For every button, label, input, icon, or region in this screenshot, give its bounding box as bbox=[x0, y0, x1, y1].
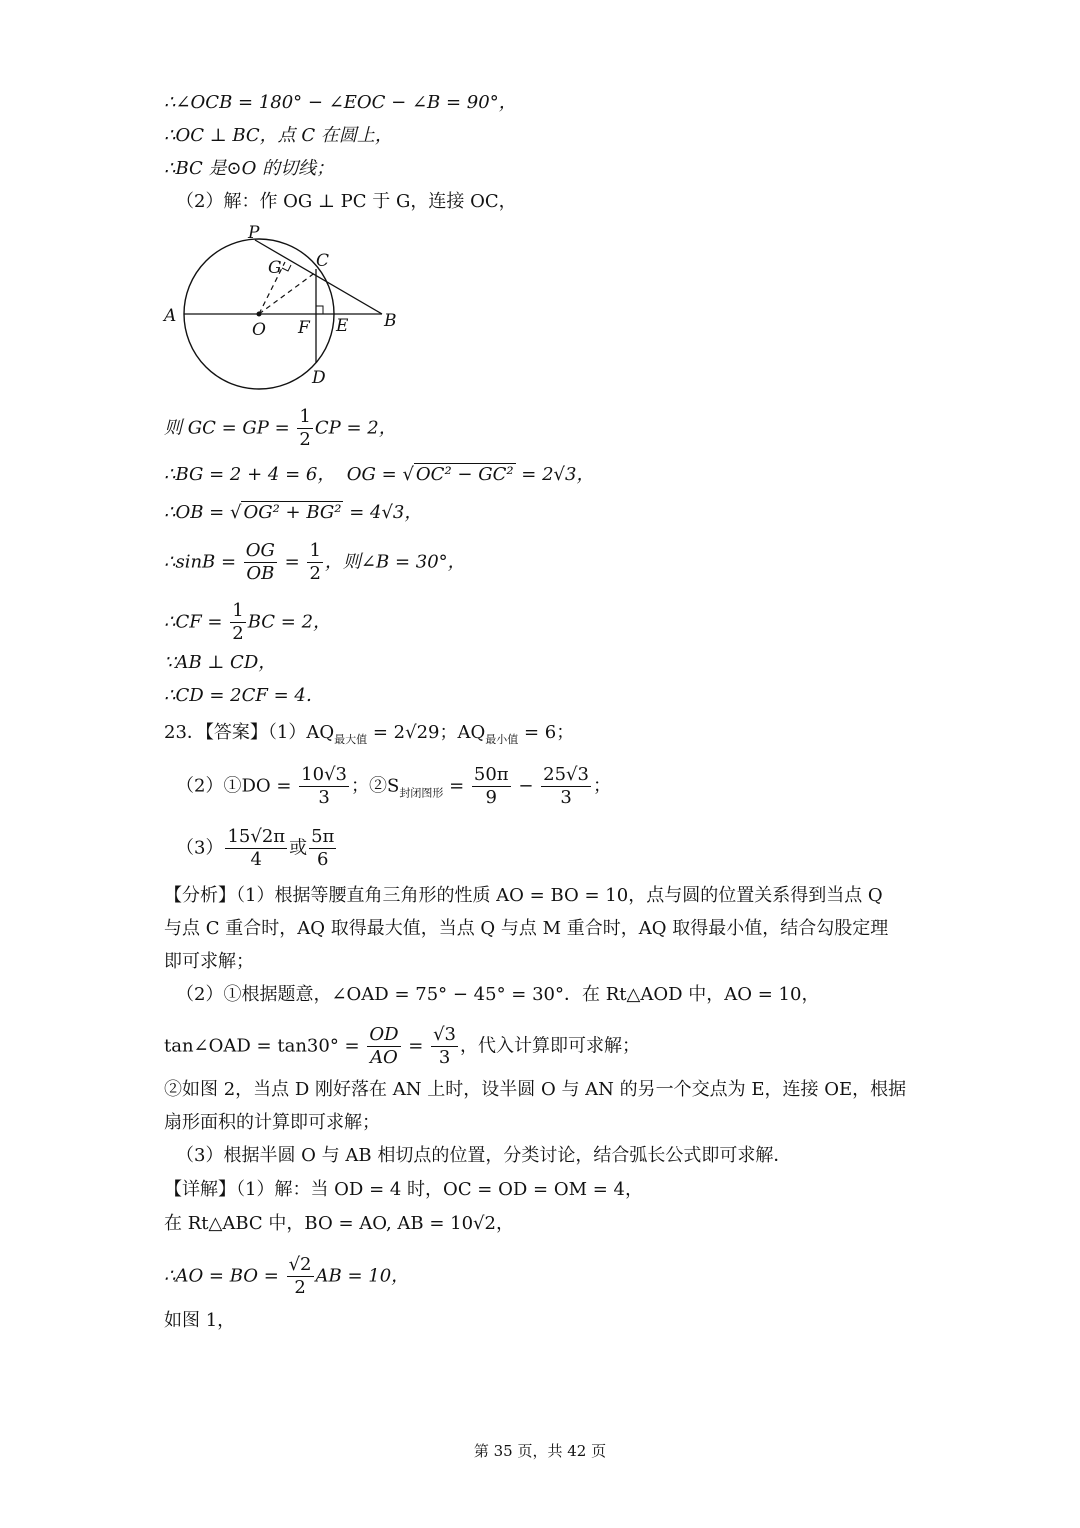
fraction: $\frac{1}{2}$ bbox=[299, 406, 311, 450]
analysis-line: （2）①根据题意，∠OAD = 75° − 45° = 30°．在 Rt△AOD 中，AO = 10， bbox=[176, 984, 820, 1005]
fraction: $\frac{√3}{3}$ bbox=[433, 1024, 456, 1068]
text-line: ∴∠OCB = 180° − ∠EOC − ∠B = 90°， bbox=[164, 92, 517, 113]
analysis-line: 【分析】（1）根据等腰直角三角形的性质 AO = BO = 10，点与圆的位置关系得到当点 Q bbox=[164, 885, 883, 906]
center-point-o bbox=[257, 312, 262, 317]
page-footer: 第 35 页，共 42 页 bbox=[473, 1442, 607, 1460]
answer-header: 23．【答案】$(1)AQ_{最大值} = 2√29$；$AQ_{最小值} = 6$； bbox=[164, 722, 575, 746]
label-a: A bbox=[164, 306, 177, 326]
text-line: （2）解：作 OG ⊥ PC 于 G，连接 OC， bbox=[176, 191, 517, 212]
label-b: B bbox=[384, 311, 397, 331]
analysis-line: 即可求解； bbox=[164, 951, 254, 972]
analysis-line: 与点 C 重合时，AQ 取得最大值，当点 Q 与点 M 重合时，AQ 取得最小值，结合勾股定理 bbox=[164, 918, 889, 939]
fraction: $\frac{√2}{2}$ bbox=[288, 1254, 312, 1298]
text-line: ∴sinB = $\frac{OG}{OB}$ = $\frac{1}{2}$ ，则∠B = 30°， bbox=[164, 540, 466, 584]
fraction: $\frac{1}{2}$ bbox=[309, 540, 321, 584]
text-line: ∴CF = $\frac{1}{2}$ BC = 2， bbox=[164, 600, 332, 644]
text-line: 则 GC = GP = $\frac{1}{2}$ CP = 2， bbox=[164, 406, 397, 450]
label-g: G bbox=[268, 258, 282, 278]
label-e: E bbox=[336, 316, 349, 336]
segment-oc bbox=[259, 272, 316, 314]
label-o: O bbox=[252, 320, 266, 340]
fraction: $\frac{1}{2}$ bbox=[232, 600, 244, 644]
text-line: ∴BG = 2 + 4 = 6， OG = √ OC² − GC² = 2√3， bbox=[164, 464, 595, 485]
text-line: （3） $\frac{15√2\pi}{4}$ 或 $\frac{5\pi}{6}$ bbox=[176, 826, 335, 870]
text-line: ∴OB = √ OG² + BG² = 4√3， bbox=[164, 502, 423, 523]
fraction: $\frac{10√3}{3}$ bbox=[301, 764, 347, 808]
label-f: F bbox=[298, 318, 310, 338]
right-angle-mark-f bbox=[316, 306, 323, 314]
text-line: ∴BC 是⊙O 的切线； bbox=[164, 158, 335, 179]
fraction: $\frac{50\pi}{9}$ bbox=[473, 764, 509, 808]
fraction: $\frac{15√2\pi}{4}$ bbox=[227, 826, 286, 870]
detail-line: 在 Rt△ABC 中，BO = AO, AB = 10√2， bbox=[164, 1213, 514, 1234]
fraction: $\frac{25√3}{3}$ bbox=[543, 764, 589, 808]
fraction: $\frac{OD}{AO}$ bbox=[369, 1024, 399, 1068]
text-line: ∴OC ⊥ BC，点 C 在圆上， bbox=[164, 125, 393, 146]
analysis-line: tan∠OAD = tan30° = $\frac{OD}{AO}$ = $\frac{√3}{3}$ ，代入计算即可求解； bbox=[164, 1024, 640, 1068]
right-angle-mark-g bbox=[282, 265, 291, 271]
text-line: ∴CD = 2CF = 4． bbox=[164, 685, 324, 706]
analysis-line: 扇形面积的计算即可求解； bbox=[164, 1112, 380, 1133]
fraction: $\frac{5\pi}{6}$ bbox=[311, 826, 335, 870]
label-p: P bbox=[248, 223, 260, 243]
analysis-line: ②如图 2，当点 D 刚好落在 AN 上时，设半圆 O 与 AN 的另一个交点为 E，连接 OE，根据 bbox=[164, 1079, 907, 1100]
fraction: $\frac{OG}{OB}$ bbox=[245, 540, 275, 584]
label-c: C bbox=[316, 251, 330, 271]
detail-line: ∴AO = BO = $\frac{√2}{2}$ AB = 10， bbox=[164, 1254, 410, 1298]
detail-line: 如图 1， bbox=[164, 1310, 236, 1331]
geometry-figure bbox=[160, 222, 410, 392]
label-d: D bbox=[312, 368, 326, 388]
detail-line: 【详解】（1）解：当 OD = 4 时，OC = OD = OM = 4， bbox=[164, 1179, 643, 1200]
text-line: （2）①DO = $\frac{10√3}{3}$ ；$②S_{封闭图形}$ = $\frac{50\pi}{9}$ − $\frac{25√3}{3}$ ； bbox=[176, 764, 611, 808]
text-line: ∵AB ⊥ CD， bbox=[164, 652, 277, 673]
analysis-line: （3）根据半圆 O 与 AB 相切点的位置，分类讨论，结合弧长公式即可求解． bbox=[176, 1145, 792, 1166]
